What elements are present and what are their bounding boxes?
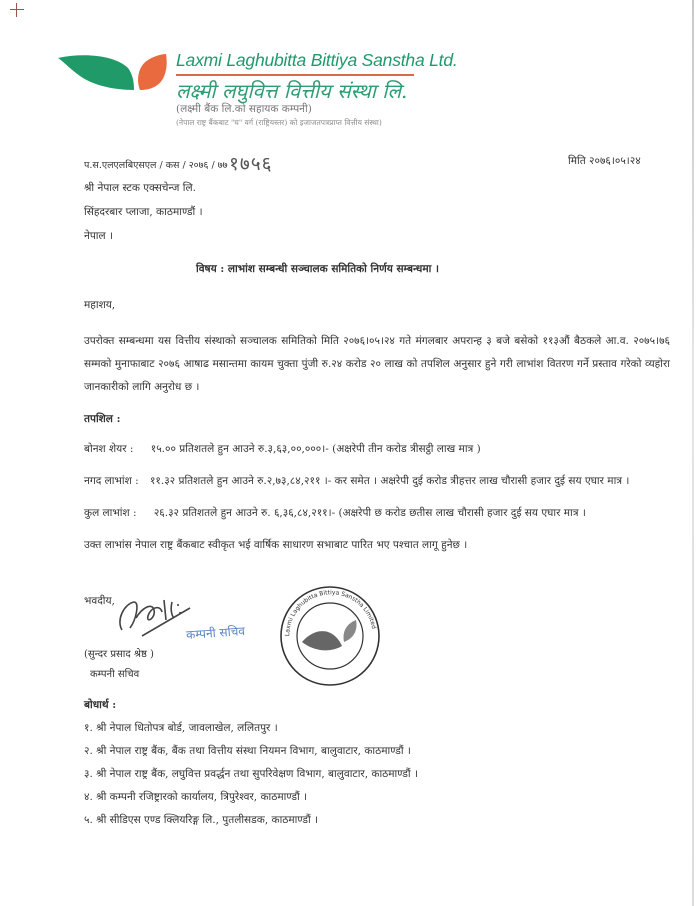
company-secretary-stamp: कम्पनी सचिव — [185, 623, 246, 643]
reference-number: प.स.एलएलबिएसएल / कस / २०७६ / ७७ — [84, 160, 228, 171]
subject-line: विषय : लाभांश सम्बन्धी सञ्चालक समितिको निर्णय सम्बन्धमा । — [196, 263, 439, 275]
registration-mark-icon — [10, 3, 24, 17]
detail-text: २६.३२ प्रतिशतले हुन आउने रु. ६,३६,८४,२११।- (अक्षरेपी छ करोड छतीस लाख चौरासी हजार दुई सय एघार मात्र । — [153, 507, 586, 519]
letter-date: मिति २०७६।०५।२४ — [568, 155, 641, 167]
leaf-logo-icon — [56, 50, 168, 92]
signatory-name: (सुन्दर प्रसाद श्रेष्ठ ) — [84, 649, 154, 660]
approval-note: उक्त लाभांस नेपाल राष्ट्र बैंकबाट स्वीकृत भई वार्षिक साधारण सभाबाट पारित भए पश्चात लागू हुनेछ । — [84, 539, 468, 551]
recipient-line-1: श्री नेपाल स्टक एक्सचेन्ज लि. — [84, 182, 196, 194]
handwritten-dispatch-number: १७५६ — [229, 153, 273, 175]
cc-item: ३. श्री नेपाल राष्ट्र बैंक, लघुवित्त प्रवर्द्धन तथा सुपरिवेक्षण विभाग, बालुवाटार, काठमाण्डौं । — [84, 768, 418, 780]
detail-row-bonus — [84, 442, 481, 456]
valediction: भवदीय, — [84, 595, 115, 607]
license-note: (नेपाल राष्ट्र बैंकबाट "घ" वर्ग (राष्ट्रियस्तर) को इजाजतपत्रप्राप्त वित्तीय संस्था) — [176, 118, 382, 127]
cc-item: ५. श्री सीडिएस एण्ड क्लियरिङ्ग लि., पुतलीसडक, काठमाण्डौं । — [84, 814, 319, 826]
detail-label: नगद लाभांश : — [84, 475, 139, 487]
cc-item: ४. श्री कम्पनी रजिष्ट्रारको कार्यालय, त्रिपुरेश्वर, काठमाण्डौं । — [84, 791, 308, 803]
detail-row-total — [84, 506, 586, 520]
letterhead-rule — [176, 74, 414, 76]
svg-text:Laxmi Laghubitta Bittiya Sanst: Laxmi Laghubitta Bittiya Sanstha Limited — [284, 589, 378, 637]
detail-label: बोनश शेयर : — [84, 443, 134, 455]
detail-text: १५.०० प्रतिशतले हुन आउने रु.३,६३,००,०००।- (अक्षरेपी तीन करोड त्रीसट्ठी लाख मात्र ) — [150, 443, 481, 455]
signature-icon — [112, 590, 192, 640]
company-seal-icon — [276, 584, 384, 688]
details-heading: तपशिल : — [84, 413, 121, 425]
salutation: महाशय, — [84, 299, 116, 311]
detail-text: ११.३२ प्रतिशतले हुन आउने रु.२,७३,८४,२११ ।- कर समेत । अक्षरेपी दुई करोड त्रीहत्तर लाख चौरासी हजार दुई सय एघार मात्र । — [149, 475, 630, 487]
body-paragraph: उपरोक्त सम्बन्धमा यस वित्तीय संस्थाको सञ्चालक समितिको मिति २०७६।०५।२४ गते मंगलबार अपरान्ह ३ बजे बसेको ११३औं बैठकले आ.व. २०७५।७६ सम्मको मुनाफाबाट २०७६ आषाढ मसान्तमा कायम चुक्ता पुंजी रु.२४ करोड २० लाख को तपशिल अनुसार हुने गरी लाभांश वितरण गर्ने प्रस्ताव गरेको व्यहोरा जानकारीको लागि अनुरोध छ । — [84, 335, 670, 393]
recipient-line-2: सिंहदरबार प्लाजा, काठमाण्डौं । — [84, 206, 203, 218]
cc-heading: बोधार्थ : — [84, 699, 117, 711]
cc-item: १. श्री नेपाल धितोपत्र बोर्ड, जावलाखेल, ललितपुर । — [84, 722, 278, 734]
cc-item: २. श्री नेपाल राष्ट्र बैंक, बैंक तथा वित्तीय संस्था नियमन विभाग, बालुवाटार, काठमाण्डौं । — [84, 745, 411, 757]
company-name-english: Laxmi Laghubitta Bittiya Sanstha Ltd. — [176, 50, 458, 70]
recipient-line-3: नेपाल । — [84, 230, 113, 242]
scan-edge-line — [692, 0, 694, 906]
company-name-nepali: लक्ष्मी लघुवित्त वित्तीय संस्था लि. — [176, 79, 408, 103]
detail-row-cash — [84, 474, 629, 488]
detail-label: कुल लाभांश : — [84, 507, 137, 519]
subsidiary-note: (लक्ष्मी बैंक लि.को सहायक कम्पनी) — [176, 103, 312, 115]
signatory-title: कम्पनी सचिव — [90, 669, 140, 680]
